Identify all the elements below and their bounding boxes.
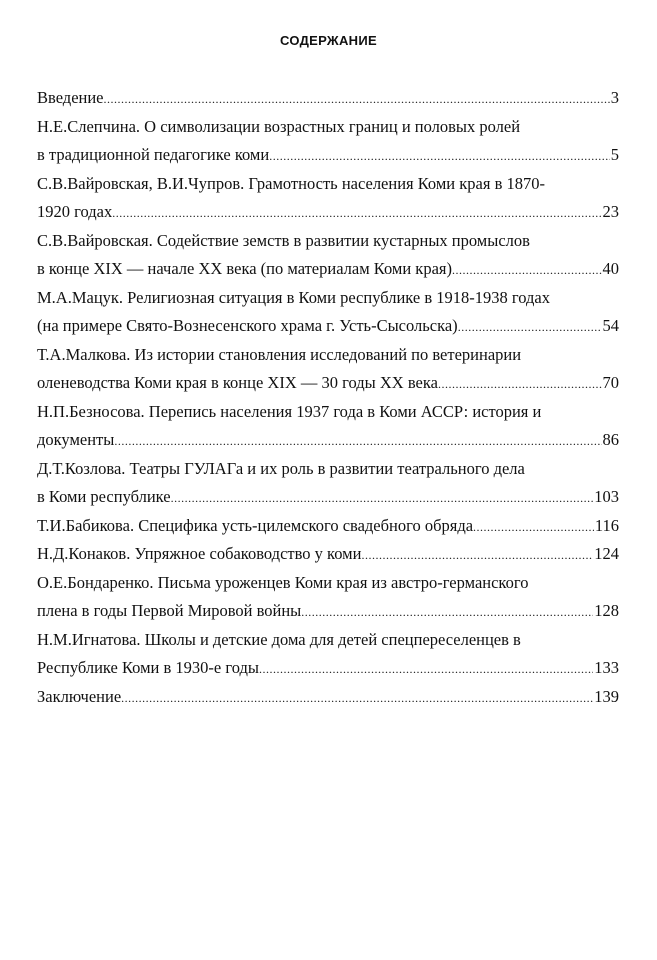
- toc-entry-text: документы: [37, 430, 115, 449]
- page-number: 86: [602, 430, 619, 449]
- toc-entry-line: Т.А.Малкова. Из истории становления исследований по ветеринарии: [37, 344, 522, 364]
- toc-entry-text: Заключение: [37, 686, 122, 706]
- toc-entry-leader-line: [37, 84, 619, 113]
- toc-entry-leader-line: [37, 683, 619, 712]
- toc-entry-line: Д.Т.Козлова. Театры ГУЛАГа и их роль в развитии театрального дела: [37, 458, 525, 478]
- toc-entry: [37, 227, 619, 284]
- page-number: 133: [594, 658, 619, 677]
- toc-entry: [37, 569, 619, 626]
- toc-entry-leader-line: [37, 426, 619, 455]
- dot-leader: [301, 598, 593, 626]
- toc-entry-text: в традиционной педагогике коми: [37, 145, 270, 164]
- page-number: 23: [602, 202, 619, 221]
- toc-entry-leader-line: [37, 654, 619, 683]
- page-number: 3: [610, 88, 619, 107]
- page-number: 124: [594, 544, 619, 563]
- toc-entry-leader-line: [37, 597, 619, 626]
- toc-entry-leader-line: [37, 312, 619, 341]
- toc-entry-text: оленеводства Коми края в конце XIX — 30 годы XX века: [37, 373, 438, 392]
- page-number: 5: [610, 145, 619, 164]
- toc-entry: [37, 398, 619, 455]
- page-number: 139: [594, 686, 619, 706]
- toc-entry-text: плена в годы Первой Мировой войны: [37, 601, 302, 620]
- toc-entry-line: Н.Е.Слепчина. О символизации возрастных границ и половых ролей: [37, 116, 521, 136]
- toc-entry-line: Н.П.Безносова. Перепись населения 1937 года в Коми АССР: история и: [37, 401, 542, 421]
- toc-entry-leader-line: [37, 369, 619, 398]
- toc-entry-line: Н.М.Игнатова. Школы и детские дома для детей спецпереселенцев в: [37, 629, 521, 649]
- dot-leader: [112, 199, 601, 227]
- dot-leader: [104, 85, 610, 113]
- toc-entry: [37, 84, 619, 113]
- page-number: 116: [594, 515, 619, 535]
- toc-entry-text: Республике Коми в 1930-е годы: [37, 658, 259, 677]
- page-number: 128: [594, 601, 619, 620]
- toc-entry-text: (на примере Свято-Вознесенского храма г. Усть-Сысольска): [37, 316, 458, 335]
- dot-leader: [452, 256, 602, 284]
- page-number: 54: [602, 316, 619, 335]
- toc-entry-text: в Коми республике: [37, 487, 171, 506]
- toc-entry: [37, 170, 619, 227]
- toc-entry-line: С.В.Вайровская, В.И.Чупров. Грамотность населения Коми края в 1870-: [37, 173, 545, 193]
- toc-entry: [37, 626, 619, 683]
- toc-entry: [37, 540, 619, 569]
- dot-leader: [121, 684, 593, 712]
- page-number: 103: [594, 487, 619, 506]
- toc-entry-line: О.Е.Бондаренко. Письма уроженцев Коми края из австро-германского: [37, 572, 529, 592]
- toc-entry-leader-line: [37, 255, 619, 284]
- page-title: СОДЕРЖАНИЕ: [280, 33, 377, 48]
- toc-entry-leader-line: [37, 512, 619, 541]
- toc-entry: [37, 512, 619, 541]
- dot-leader: [438, 370, 602, 398]
- toc-entry-text: Т.И.Бабикова. Специфика усть-цилемского свадебного обряда: [37, 515, 474, 535]
- toc-entry-line: М.А.Мацук. Религиозная ситуация в Коми республике в 1918-1938 годах: [37, 287, 550, 307]
- toc-entry: [37, 284, 619, 341]
- toc-entry-text: Введение: [37, 88, 104, 107]
- toc-entry: [37, 455, 619, 512]
- toc-entry: [37, 341, 619, 398]
- dot-leader: [259, 655, 593, 683]
- toc-entry-leader-line: [37, 540, 619, 569]
- toc-entry-leader-line: [37, 141, 619, 170]
- toc-entry-text: в конце XIX — начале XX века (по материалам Коми края): [37, 259, 452, 278]
- toc-entry-text: Н.Д.Конаков. Упряжное собаководство у коми: [37, 544, 362, 563]
- dot-leader: [473, 513, 594, 541]
- dot-leader: [114, 427, 601, 455]
- dot-leader: [458, 313, 602, 341]
- table-of-contents: [37, 84, 619, 711]
- toc-entry: [37, 113, 619, 170]
- page-number: 70: [602, 373, 619, 392]
- toc-entry-leader-line: [37, 483, 619, 512]
- dot-leader: [269, 142, 610, 170]
- dot-leader: [361, 541, 593, 569]
- page-number: 40: [602, 259, 619, 278]
- toc-entry-line: С.В.Вайровская. Содействие земств в развитии кустарных промыслов: [37, 230, 530, 250]
- toc-entry-leader-line: [37, 198, 619, 227]
- toc-entry: [37, 683, 619, 712]
- dot-leader: [171, 484, 594, 512]
- toc-entry-text: 1920 годах: [37, 202, 113, 221]
